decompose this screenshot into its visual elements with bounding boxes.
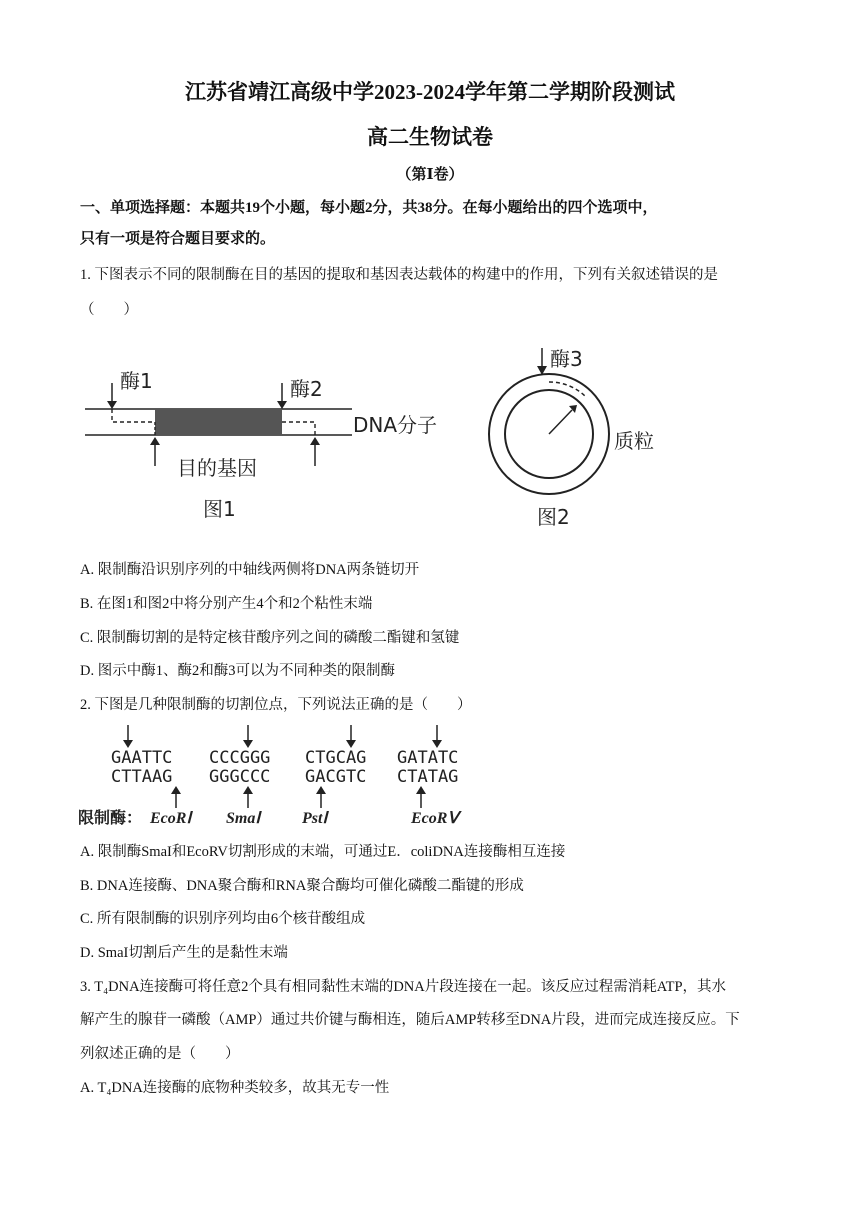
enzyme3-label: 酶3: [550, 347, 583, 371]
q3-stem-line2: 解产生的腺苷一磷酸（AMP）通过共价键与酶相连，随后AMP转移至DNA片段，进而完成连接反应。下: [80, 1012, 740, 1028]
smai-bottom-arrow-icon: [243, 786, 253, 794]
exam-subtitle: 高二生物试卷: [367, 125, 493, 149]
q1-option-b[interactable]: B. 在图1和图2中将分别产生4个和2个粘性末端: [80, 596, 373, 612]
figure2-caption: 图2: [537, 505, 570, 529]
psti-bottom-arrow-icon: [316, 786, 326, 794]
target-gene-label: 目的基因: [177, 456, 257, 480]
section-heading: [80, 193, 790, 255]
q2-option-d[interactable]: D. SmaI切割后产生的是黏性末端: [80, 945, 288, 961]
enzyme2-bottom-arrow-icon: [310, 437, 320, 445]
q2-option-a[interactable]: A. 限制酶SmaI和EcoRV切割形成的末端，可通过E．coliDNA连接酶相互连接: [80, 844, 566, 860]
volume-label: （第Ⅰ卷）: [396, 167, 464, 183]
exam-title: 江苏省靖江高级中学2023-2024学年第二学期阶段测试: [185, 80, 675, 104]
enzyme1-label: 酶1: [120, 369, 153, 393]
smai-top-arrow-icon: [243, 740, 253, 748]
ecori-label: EcoRⅠ: [150, 810, 192, 827]
enzyme1-arrow-icon: [107, 401, 117, 409]
psti-top-arrow-icon: [346, 740, 356, 748]
q1-option-a[interactable]: A. 限制酶沿识别序列的中轴线两侧将DNA两条链切开: [80, 562, 420, 578]
q2-option-c[interactable]: C. 所有限制酶的识别序列均由6个核苷酸组成: [80, 911, 366, 927]
q2-figure: [78, 720, 498, 830]
q1-stem-line2: （ ）: [80, 302, 138, 318]
ecorv-top-seq: GATATC: [397, 748, 459, 768]
section-heading-line1: 一、单项选择题：本题共19个小题，每小题2分，共38分。在每小题给出的四个选项中，: [80, 200, 658, 216]
q3-stem-line3: 列叙述正确的是（ ）: [80, 1046, 240, 1062]
enzyme1-cut-line: [112, 409, 155, 422]
ecorv-label: EcoRⅤ: [411, 810, 459, 827]
ecori-top-seq: GAATTC: [111, 748, 173, 768]
ecori-top-arrow-icon: [123, 740, 133, 748]
ecori-bottom-seq: CTTAAG: [111, 767, 173, 787]
psti-label: PstⅠ: [302, 810, 328, 827]
q1-option-c[interactable]: C. 限制酶切割的是特定核苷酸序列之间的磷酸二酯键和氢键: [80, 630, 460, 646]
ecorv-bottom-arrow-icon: [416, 786, 426, 794]
smai-bottom-seq: GGGCCC: [209, 767, 271, 787]
ecorv-top-arrow-icon: [432, 740, 442, 748]
ecorv-bottom-seq: CTATAG: [397, 767, 459, 787]
q1-figure: [80, 338, 720, 538]
q1-stem-line1: 1. 下图表示不同的限制酶在目的基因的提取和基因表达载体的构建中的作用，下列有关叙述错误的是: [80, 267, 718, 283]
enzyme2-cut-line: [282, 422, 315, 435]
section-heading-line2: 只有一项是符合题目要求的。: [80, 231, 276, 247]
q3-stem-line1: 3. T₄DNA连接酶可将任意2个具有相同黏性末端的DNA片段连接在一起。该反应过程需消耗ATP，其水: [80, 979, 727, 995]
enzyme2-arrow-icon: [277, 401, 287, 409]
dna-molecule-label: DNA分子: [353, 413, 438, 437]
smai-top-seq: CCCGGG: [209, 748, 271, 768]
enzyme-prefix-label: 限制酶：: [78, 808, 143, 827]
q2-stem: 2. 下图是几种限制酶的切割位点，下列说法正确的是（ ）: [80, 697, 472, 713]
smai-label: SmaⅠ: [226, 810, 261, 827]
figure1-caption: 图1: [203, 497, 236, 521]
q3-option-a[interactable]: A. T₄DNA连接酶的底物种类较多，故其无专一性: [80, 1080, 390, 1096]
ecori-bottom-arrow-icon: [171, 786, 181, 794]
target-gene-block: [155, 409, 282, 435]
enzyme1-bottom-arrow-icon: [150, 437, 160, 445]
psti-bottom-seq: GACGTC: [305, 767, 367, 787]
q2-option-b[interactable]: B. DNA连接酶、DNA聚合酶和RNA聚合酶均可催化磷酸二酯键的形成: [80, 878, 524, 894]
enzyme2-label: 酶2: [290, 377, 323, 401]
q1-option-d[interactable]: D. 图示中酶1、酶2和酶3可以为不同种类的限制酶: [80, 663, 395, 679]
psti-top-seq: CTGCAG: [305, 748, 367, 768]
plasmid-label: 质粒: [614, 429, 654, 453]
